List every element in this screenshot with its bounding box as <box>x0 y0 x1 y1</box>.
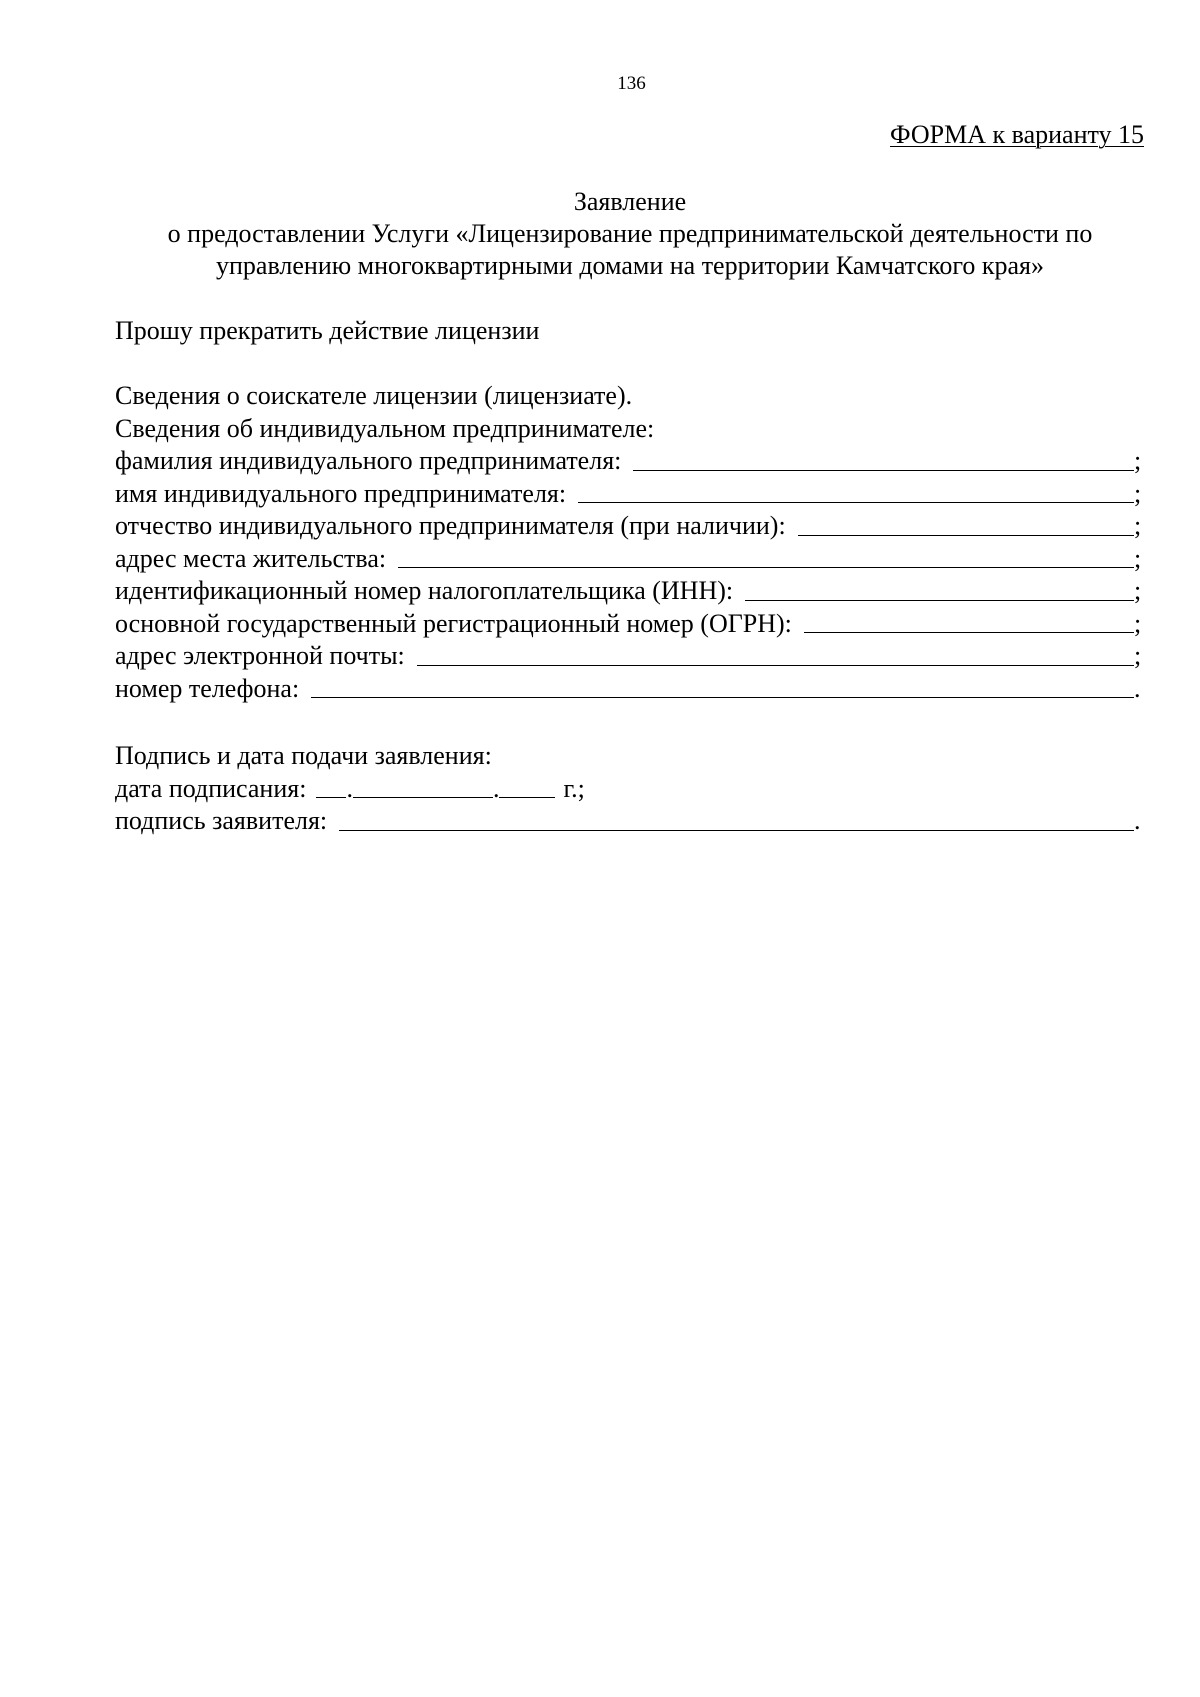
signing-date-field <box>115 773 1142 806</box>
ogrn-input-line[interactable] <box>804 631 1134 633</box>
field-label: отчество индивидуального предпринимателя (при наличии): <box>115 511 786 540</box>
request-text: Прошу прекратить действие лицензии <box>115 316 540 345</box>
first-name-input-line[interactable] <box>578 501 1134 503</box>
signer-field <box>115 805 1142 838</box>
field-label: номер телефона: <box>115 673 300 703</box>
surname-input-line[interactable] <box>633 469 1134 471</box>
field-terminator: ; <box>1134 543 1142 573</box>
field-terminator: ; <box>1134 446 1142 475</box>
field-inn <box>115 575 1142 608</box>
email-input-line[interactable] <box>417 664 1134 666</box>
field-patronymic <box>115 510 1142 543</box>
field-email <box>115 640 1142 673</box>
title-line-2: о предоставлении Услуги «Лицензирование предпринимательской деятельности по <box>167 219 1093 248</box>
form-reference: ФОРМА к варианту 15 <box>890 120 1144 149</box>
signing-date-label: дата подписания: <box>115 773 307 803</box>
page-number: 136 <box>617 73 646 94</box>
signature-section <box>115 740 1142 838</box>
field-label: идентификационный номер налогоплательщика (ИНН): <box>115 576 734 605</box>
year-suffix: г.; <box>563 773 585 803</box>
signature-input-line[interactable] <box>339 829 1134 831</box>
patronymic-input-line[interactable] <box>798 534 1134 536</box>
date-separator: . <box>492 773 500 803</box>
applicant-section <box>115 380 1142 705</box>
field-surname <box>115 445 1142 478</box>
signer-label: подпись заявителя: <box>115 806 328 835</box>
field-terminator: ; <box>1134 608 1142 638</box>
field-ogrn <box>115 608 1142 641</box>
field-phone <box>115 673 1142 706</box>
signature-heading: Подпись и дата подачи заявления: <box>115 741 492 770</box>
field-terminator: ; <box>1134 478 1142 508</box>
address-input-line[interactable] <box>398 566 1134 568</box>
field-label: основной государственный регистрационный номер (ОГРН): <box>115 608 792 638</box>
field-first-name <box>115 478 1142 511</box>
month-input-line[interactable] <box>353 796 493 798</box>
field-terminator: ; <box>1134 576 1142 605</box>
applicant-heading: Сведения о соискателе лицензии (лицензиате). <box>115 381 633 410</box>
field-label: фамилия индивидуального предпринимателя: <box>115 446 622 475</box>
title-line-3: управлению многоквартирными домами на территории Камчатского края» <box>216 251 1044 280</box>
field-terminator: ; <box>1134 641 1142 670</box>
phone-input-line[interactable] <box>311 696 1134 698</box>
day-input-line[interactable] <box>316 796 346 798</box>
field-terminator: . <box>1134 673 1141 703</box>
field-label: имя индивидуального предпринимателя: <box>115 478 567 508</box>
document-title <box>110 186 1150 282</box>
inn-input-line[interactable] <box>745 599 1134 601</box>
title-line-1: Заявление <box>573 187 687 216</box>
field-label: адрес места жительства: <box>115 543 387 573</box>
field-terminator: ; <box>1134 511 1142 540</box>
date-separator: . <box>346 773 353 803</box>
field-terminator: . <box>1134 806 1141 835</box>
field-label: адрес электронной почты: <box>115 641 405 670</box>
applicant-subheading: Сведения об индивидуальном предпринимателе: <box>115 413 655 443</box>
field-address <box>115 543 1142 576</box>
year-input-line[interactable] <box>499 796 555 798</box>
